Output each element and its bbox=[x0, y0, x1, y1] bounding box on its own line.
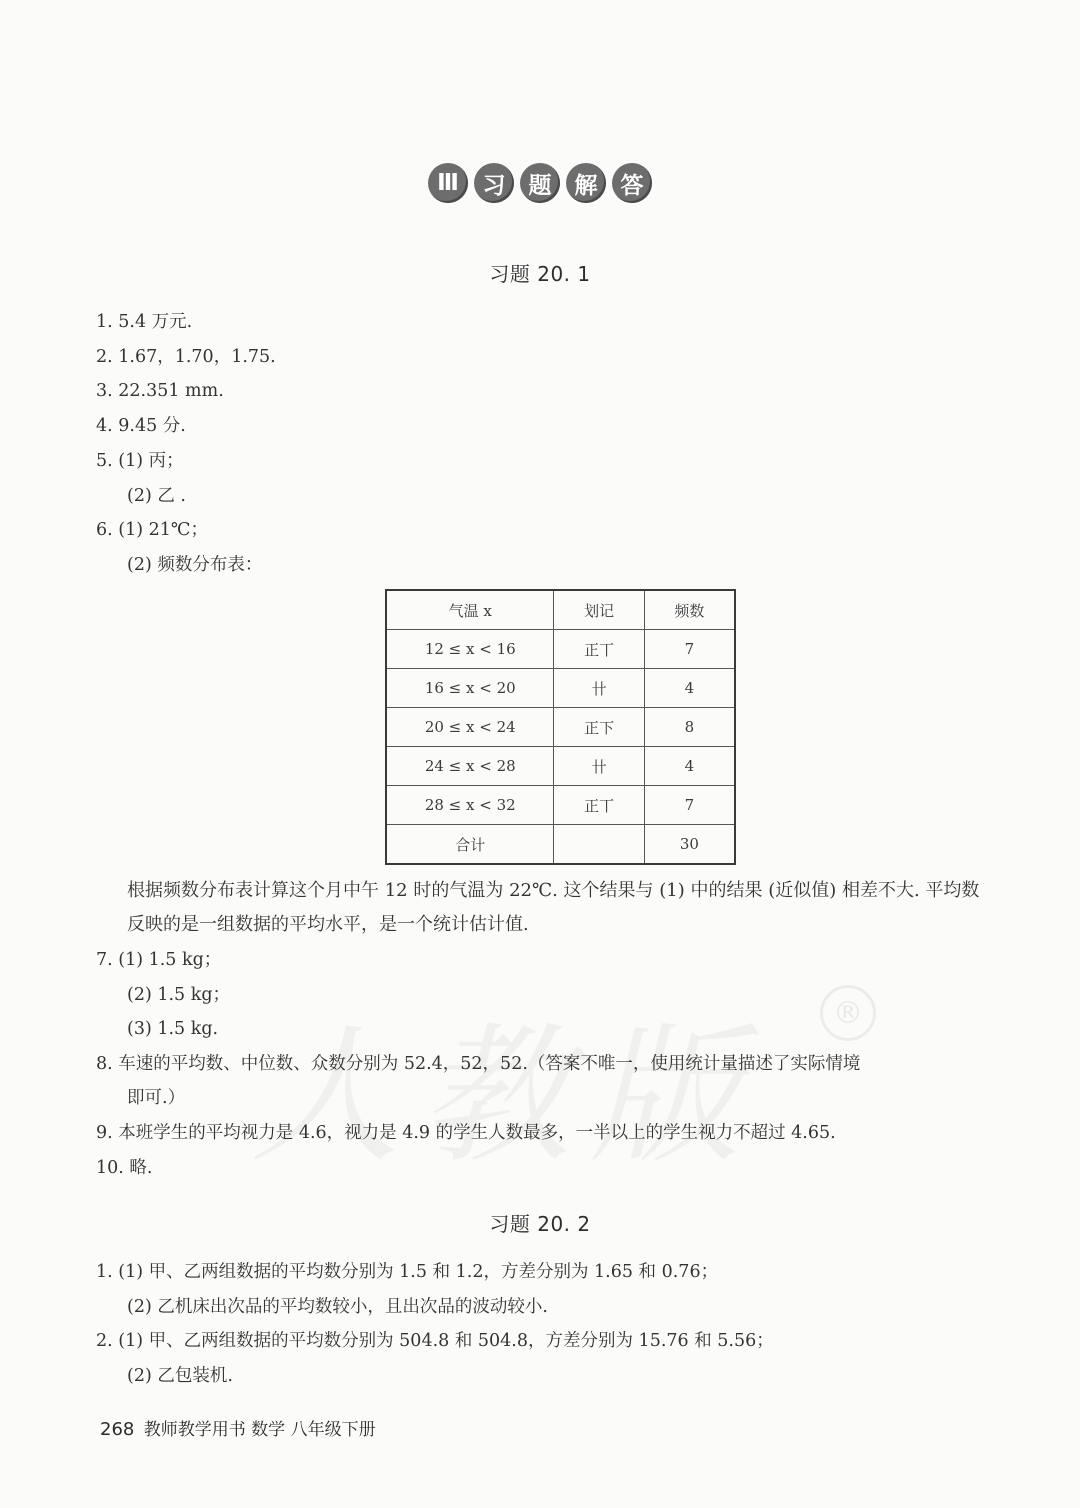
answer-line: 4. 9.45 分. bbox=[96, 416, 186, 436]
page-number: 268 bbox=[100, 1419, 135, 1440]
table-row bbox=[386, 669, 735, 708]
table-cell: 4 bbox=[644, 747, 735, 786]
table-cell: 正丅 bbox=[554, 786, 644, 825]
table-cell: 4 bbox=[644, 669, 735, 708]
table-cell: 卄 bbox=[554, 747, 644, 786]
answer-line: (2) 频数分布表： bbox=[127, 555, 263, 575]
table-cell: 28 ≤ x < 32 bbox=[386, 786, 554, 825]
page-footer bbox=[100, 1415, 376, 1440]
heading-char: 习 bbox=[474, 163, 514, 203]
registered-mark: ® bbox=[820, 985, 876, 1041]
answer-line: (2) 乙机床出次品的平均数较小，且出次品的波动较小. bbox=[127, 1297, 548, 1317]
table-cell: 20 ≤ x < 24 bbox=[386, 708, 554, 747]
answer-line: (2) 乙 . bbox=[127, 486, 186, 506]
table-cell: 卄 bbox=[554, 669, 644, 708]
chapter-heading bbox=[0, 163, 1080, 203]
heading-char: 题 bbox=[520, 163, 560, 203]
book-title: 教师教学用书 数学 八年级下册 bbox=[143, 1420, 376, 1440]
table-row bbox=[386, 747, 735, 786]
table-row bbox=[386, 630, 735, 669]
table-row bbox=[386, 708, 735, 747]
answer-line: 2. (1) 甲、乙两组数据的平均数分别为 504.8 和 504.8，方差分别为 15.76 和 5.56； bbox=[96, 1331, 774, 1351]
heading-char: 解 bbox=[566, 163, 606, 203]
column-header: 划记 bbox=[554, 590, 644, 630]
table-header-row bbox=[386, 590, 735, 630]
heading-char: Ⅲ bbox=[428, 163, 468, 203]
answer-line: (2) 乙包装机. bbox=[127, 1366, 233, 1386]
table-cell: 合计 bbox=[386, 825, 554, 865]
frequency-table bbox=[385, 589, 736, 865]
answer-line: 9. 本班学生的平均视力是 4.6，视力是 4.9 的学生人数最多，一半以上的学生视力不超过 4.65. bbox=[96, 1123, 836, 1143]
answer-line: 5. (1) 丙； bbox=[96, 451, 184, 471]
table-cell: 7 bbox=[644, 786, 735, 825]
answer-line: 3. 22.351 mm. bbox=[96, 381, 224, 401]
answer-line: 10. 略. bbox=[96, 1158, 153, 1178]
explanation-paragraph: 根据频数分布表计算这个月中午 12 时的气温为 22℃. 这个结果与 (1) 中的结果 (近似值) 相差不大. 平均数反映的是一组数据的平均水平，是一个统计估计值. bbox=[127, 880, 980, 935]
table-cell: 正下 bbox=[554, 708, 644, 747]
answer-line: 6. (1) 21℃； bbox=[96, 520, 208, 540]
column-header: 频数 bbox=[644, 590, 735, 630]
answer-line: 2. 1.67，1.70，1.75. bbox=[96, 347, 276, 367]
table-cell: 正丅 bbox=[554, 630, 644, 669]
answer-line: (3) 1.5 kg. bbox=[127, 1019, 219, 1039]
answer-line: 1. (1) 甲、乙两组数据的平均数分别为 1.5 和 1.2，方差分别为 1.65 和 0.76； bbox=[96, 1262, 719, 1282]
table-cell: 8 bbox=[644, 708, 735, 747]
section-title-20-2: 习题 20. 2 bbox=[489, 1212, 591, 1236]
table-cell bbox=[554, 825, 644, 865]
table-row bbox=[386, 786, 735, 825]
table-cell: 30 bbox=[644, 825, 735, 865]
answer-line: 7. (1) 1.5 kg； bbox=[96, 950, 222, 970]
answer-line: 8. 车速的平均数、中位数、众数分别为 52.4，52，52.（答案不唯一，使用统计量描述了实际情境 bbox=[96, 1054, 861, 1074]
table-total-row bbox=[386, 825, 735, 865]
heading-char: 答 bbox=[612, 163, 652, 203]
answer-line: 1. 5.4 万元. bbox=[96, 312, 193, 332]
answer-line: (2) 1.5 kg； bbox=[127, 985, 231, 1005]
answer-line: 即可.） bbox=[127, 1088, 186, 1108]
table-cell: 12 ≤ x < 16 bbox=[386, 630, 554, 669]
column-header: 气温 x bbox=[386, 590, 554, 630]
table-cell: 16 ≤ x < 20 bbox=[386, 669, 554, 708]
section-title-20-1: 习题 20. 1 bbox=[489, 262, 591, 286]
watermark bbox=[250, 975, 760, 1191]
table-cell: 7 bbox=[644, 630, 735, 669]
table-cell: 24 ≤ x < 28 bbox=[386, 747, 554, 786]
